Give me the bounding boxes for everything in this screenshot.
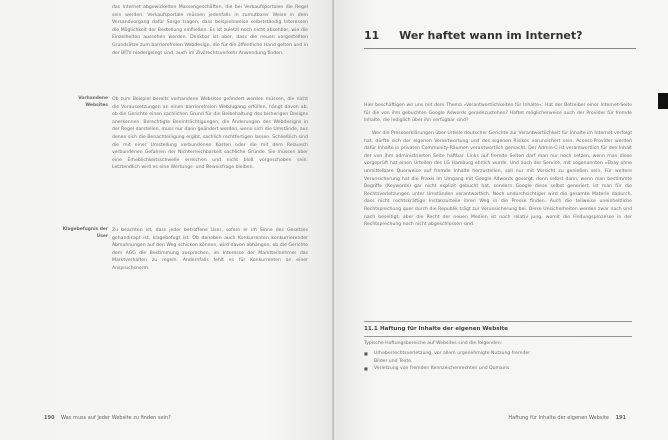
left-page-number: 190 (44, 415, 55, 421)
right-paragraph-intro: Hier beschäftigen wir uns mit dem Thema »Verantwortlichkeiten für Inhalte«: Hat der Betreiber einer Internet-Seite für die von ihm gebuchten Google Adwords geradezustehen? Haftet möglicherweise auch der Provider für fremde Inhalte, die lediglich über ihn verfügbar sind? (364, 103, 632, 124)
margin-note-user-standing: Klagebefugnis der User (62, 227, 108, 239)
section-intro: Typische Haftungsbereiche auf Websites sind die folgenden: (364, 341, 503, 346)
section-title: Haftung für Inhalte der eigenen Website (379, 326, 508, 332)
right-page-number: 191 (615, 415, 626, 421)
left-paragraph-mid: Ob zum Beispiel bereits vorhandene Websites geändert werden müssen, die nicht die Voraussetzungen an einen barrierefreien Webzugang erfüllen, hängt davon ab, ob die Gerichte einen sachlichen Grund für die Beibehaltung des bisherigen Designs anerkennen. Berechtigte Beeinträchtigungen, die Änderungen des Webdesigns in der Regel darstellen, muss nur dann geändert werden, wenn sich die Umstände, aus denen sich die Benachteiligung ergibt, sachlich rechtfertigen lassen. Schließlich sind die mit einer Umstellung verbundenen Kosten oder die mit dem Relaunch verbundenen Gefahren der Nichterreichbarkeit sachliche Gründe. Sie müssen aber eine Erheblichkeitsschwelle erreichen und nicht bloß vorgeschoben sein. Letztendlich wird es eine Wertungs- und Beweisfrage bleiben. (112, 97, 308, 171)
right-page (334, 0, 668, 440)
section-heading (364, 321, 632, 337)
right-running-title: Haftung für Inhalte der eigenen Website (508, 415, 609, 421)
right-paragraph-main: Wer die Presseerklärungen über Urteile deutscher Gerichte zur Verantwortlichkeit für Inhalte im Internet verfolgt hat, dürfte sich der eigenen Verantwortung und des eigenen Risikos verunsichert sein. Access-Provider werden dafür Inhalte in privaten Community-Räumen verantwortlich gemacht. Der Admin-C ist verantwortlich für den Inhalt der von ihm administrierten Seite haftbar. Links auf fremde Seiten darf man nur noch setzen, wenn man diese vorgeprüft hat einen Urteilen des LG Hamburg ehrlich wurde. Und auch der Service, mit sogenannten »Ebay ohne unmittelbare Querweise auf fremde Inhalte herzustellen, soll nur mit Vorsicht zu genießen sein. Für weitere Verunsicherung hat die Praxis im Umgang mit Google Adwords gesorgt, denn selbst dann, wenn man bestimmte Begriffe (Keywords) gar nicht explizit gebucht hat, sondern Google diese selbst generiert, ist man für die Rechtsverletzungen unter Umständen verantwortlich. Noch undurchsichtiger wird die gesamte Materie dadurch, dass nicht rechtskräftige Instanzurteile ihren Weg in die Presse finden. Auch die teilweise uneinheitliche Rechtsprechung quer durch die Republik trägt zur Verunsicherung bei. Diese Unsicherheiten werden zwar nach und nach beseitigt, aber die Recht der neuen Medien ist noch relativ jung, womit die Findungsprozesse in der Rechtsprechung noch nicht abgeschlossen sind. (364, 131, 632, 228)
left-footer (44, 415, 171, 421)
margin-note-existing-websites: Vorhandene Websites (78, 96, 108, 108)
section-number: 11.1 (364, 326, 378, 332)
list-item: Bilder und Texte. (374, 358, 413, 364)
left-paragraph-bottom: Zu beachten ist, dass jeder betroffene User, sofern er im Sinne des Gesetzes gehandicapt ist, klagebefugt ist. Ob daneben auch Konkurrenten konkurrierender Abmahnungen auf den Weg schicken können, wird davon abhängen, ob die Gerichte dem AGG die Bestimmung zusprechen, im Interesse der Marktteilnehmer das Marktverhalten zu regeln. Andernfalls fehlt es für Konkurrenten an einer Anspruchsnorm. (112, 228, 308, 271)
list-item: ■ Urheberrechtsverletzung, vor allem urgenehmigte Nutzung fremder (364, 350, 632, 358)
liability-list (364, 350, 632, 373)
chapter-heading (364, 24, 636, 49)
thumb-index-tab (658, 93, 668, 109)
right-footer (508, 415, 626, 421)
chapter-title: Wer haftet wann im Internet? (399, 29, 583, 42)
left-paragraph-top: das Internet abgewickelten Massengeschäften, die bei Verkaufsportalen die Regel sein werden. Verkaufsportale müssen jedenfalls in zumutbarer Weise in dem Versandvorgang dafür Sorge tragen, dass beispielsweise selbstständig Interessen die Möglichkeit der Bestellung einfließen. Es ist zuletzt noch nicht absehbar, wie die Einzelheiten aussehen werden. Denkbar ist aber, dass die neuen vorgestellten Grundsätze zum barrierefreien Webdesign, die für die öffentliche Hand gelten und in der BITV niedergelegt sind, auch im Zivilrechtsverkehr Anwendung finden. (112, 5, 308, 56)
list-item: ■ Verletzung von fremden Kennzeichenrechten und Domains (364, 365, 632, 373)
left-running-title: Was muss auf jeder Website zu finden sein? (61, 415, 171, 421)
chapter-number: 11 (364, 29, 380, 42)
